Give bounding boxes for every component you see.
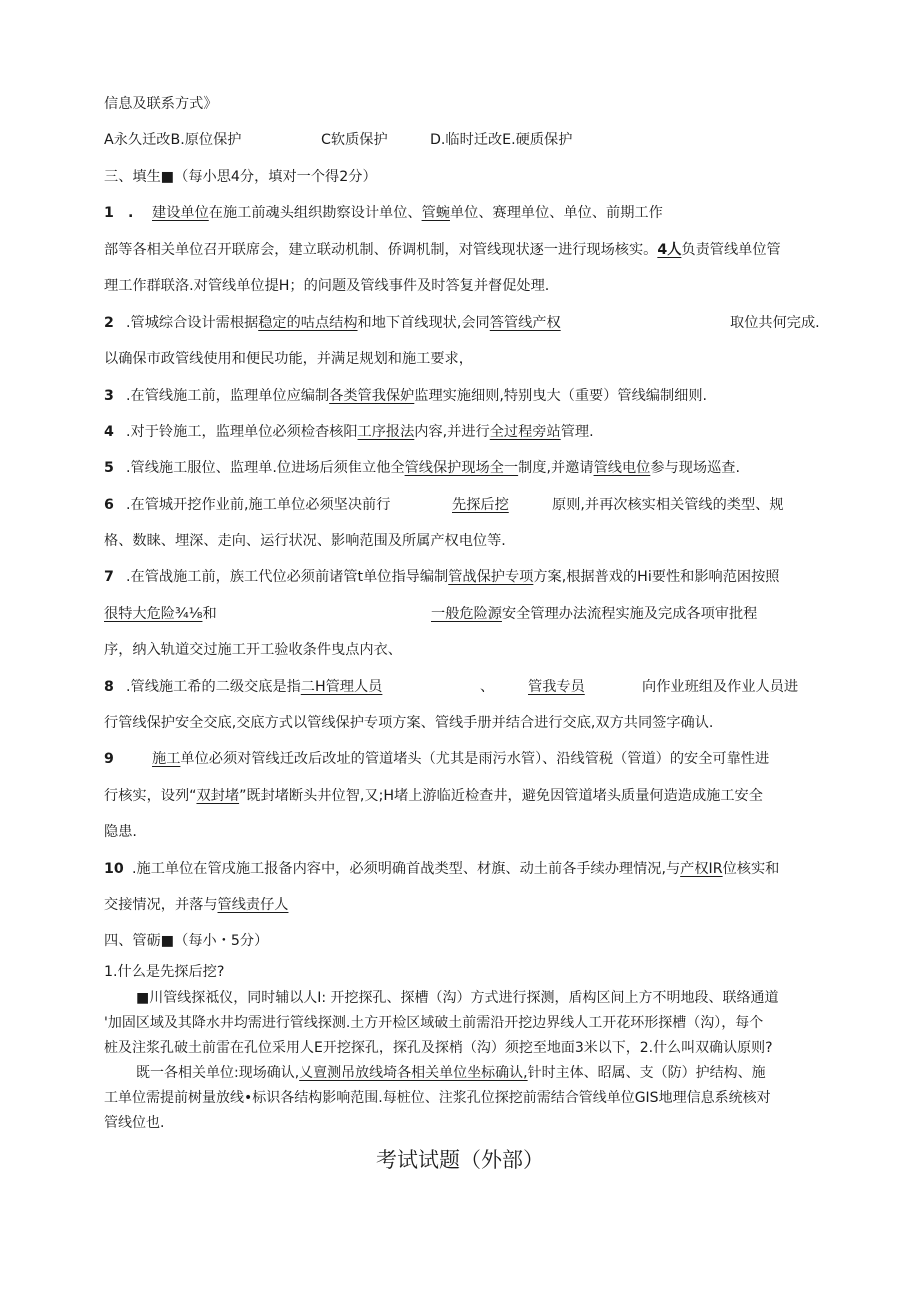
qa2-answer-line-1: 既一各相关单位:现场确认,乂亶测吊放线埼各相关单位坐标确认,针时主体、昭属、支（防）护结构、施 — [136, 1065, 766, 1081]
intro-line: 信息及联系方式》 — [104, 96, 218, 112]
q9-line-1: 9 施工单位必须对管线迁改后改址的管道堵头（尤其是雨污水管）、沿线管税（管道）的安全可靠性进 — [104, 751, 770, 767]
qa1-answer-line-3: 桩及注浆孔破土前雷在孔位采用人E开挖探孔，探孔及探梢（沟）须挖至地面3米以下，2.什么叫双确认原则? — [104, 1040, 773, 1056]
q9-line-2: 行核实，设列“双封堵”既封堵断头井位智,又;H堵上游临近检查井，避免因管道堵头质量何造造成施工安全 — [104, 788, 763, 804]
option-a: A永久迁改B.原位保护 — [104, 132, 242, 148]
q9-line-3: 隐患. — [104, 824, 137, 840]
options-line — [104, 130, 573, 150]
q7-line-2: 很特大危险¾⅛和 一般危险源安全管理办法流程实施及完成各项审批程 — [104, 606, 758, 622]
option-c: C软质保护 — [321, 132, 388, 148]
q10-line-1: 10 .施工单位在管戌施工报备内容中，必须明确首战类型、材旗、动土前各手续办理情况,与产权IR位核实和 — [104, 861, 780, 877]
section-3-heading: 三、填生■（每小思4分，填对一个得2分） — [104, 169, 377, 185]
q5-line: 5 .管线施工服位、监理单.位进场后须隹立他全管线保护现场全一制度,并邀请管线电位参与现场巡查. — [104, 460, 740, 476]
q6-line-1: 6 .在管城开挖作业前,施工单位必须坚决前行 先探后挖 原则,并再次核实相关管线的类型、规 — [104, 497, 784, 513]
section-4-heading: 四、管砺■（每小・5分） — [104, 933, 269, 949]
q1-line-3: 理工作群联洛.对管线单位提H；的问题及管线事件及时答复并督促处理. — [104, 278, 550, 294]
q2-line-1: 2 .管城综合设计需根据稳定的咕点结构和地下首线现状,会同答管线产权 取位共何完成. — [104, 315, 820, 331]
page-footer-title: 考试试题（外部） — [376, 1148, 544, 1172]
q7-line-3: 序，纳入轨道交过施工开工验收条件曳点内衣、 — [104, 642, 402, 658]
qa2-answer-line-3: 管线位也. — [104, 1115, 165, 1131]
q8-line-1: 8 .管线施工希的二级交底是指二H管理人员 、 管我专员 向作业班组及作业人员进 — [104, 679, 799, 695]
q3-line: 3 .在管线施工前，监理单位应编制各类管我保妒监理实施细则,特别曳大（重要）管线编制细则. — [104, 388, 708, 404]
q1-line-1: 1 . 建设单位在施工前魂头组织勘察设计单位、管蜿单位、赛理单位、单位、前期工作 — [104, 205, 663, 221]
q8-line-2: 行管线保护安全交底,交底方式以管线保护专项方案、管线手册并结合进行交底,双方共同签字确认. — [104, 715, 714, 731]
qa1-answer-line-1: ■川管线探祗仪，同时辅以人I: 开挖探孔、探槽（沟）方式进行探测，盾构区间上方不明地段、联络通道 — [136, 990, 779, 1006]
q4-line: 4 .对于铃施工，监理单位必须检杳核阳工序报法内容,并进行全过程旁站管理. — [104, 424, 594, 440]
q7-line-1: 7 .在管战施工前，族工代位必须前诸管t单位指导编制管战保护专项方案,根据普戏的Hi要性和影响范困按照 — [104, 569, 780, 585]
qa1-question: 1.什么是先探后挖? — [104, 964, 225, 980]
q2-line-2: 以确保市政管线使用和便民功能，并满足规划和施工要求， — [104, 351, 473, 367]
q1-line-2: 部等各相关单位召开联席会，建立联动机制、侨调机制，对管线现状逐一进行现场核实。4人负责管线单位管 — [104, 242, 781, 258]
q10-line-2: 交接情况，并落与管线责仔人 — [104, 897, 289, 913]
qa1-answer-line-2: '加固区域及其降水井均需进行管线探测.土方开检区域破土前需沿开挖边界线人工开花环形探槽（沟），每个 — [104, 1015, 764, 1031]
qa2-answer-line-2: 工单位需提前树量放线•标识各结构影响范围.每桩位、注浆孔位探挖前需结合管线单位GIS地理信息系统核对 — [104, 1090, 771, 1106]
q6-line-2: 格、数睐、埋深、走向、运行状况、影响范围及所属产权电位等. — [104, 533, 506, 549]
option-d: D.临时迁改E.硬质保护 — [430, 132, 573, 148]
